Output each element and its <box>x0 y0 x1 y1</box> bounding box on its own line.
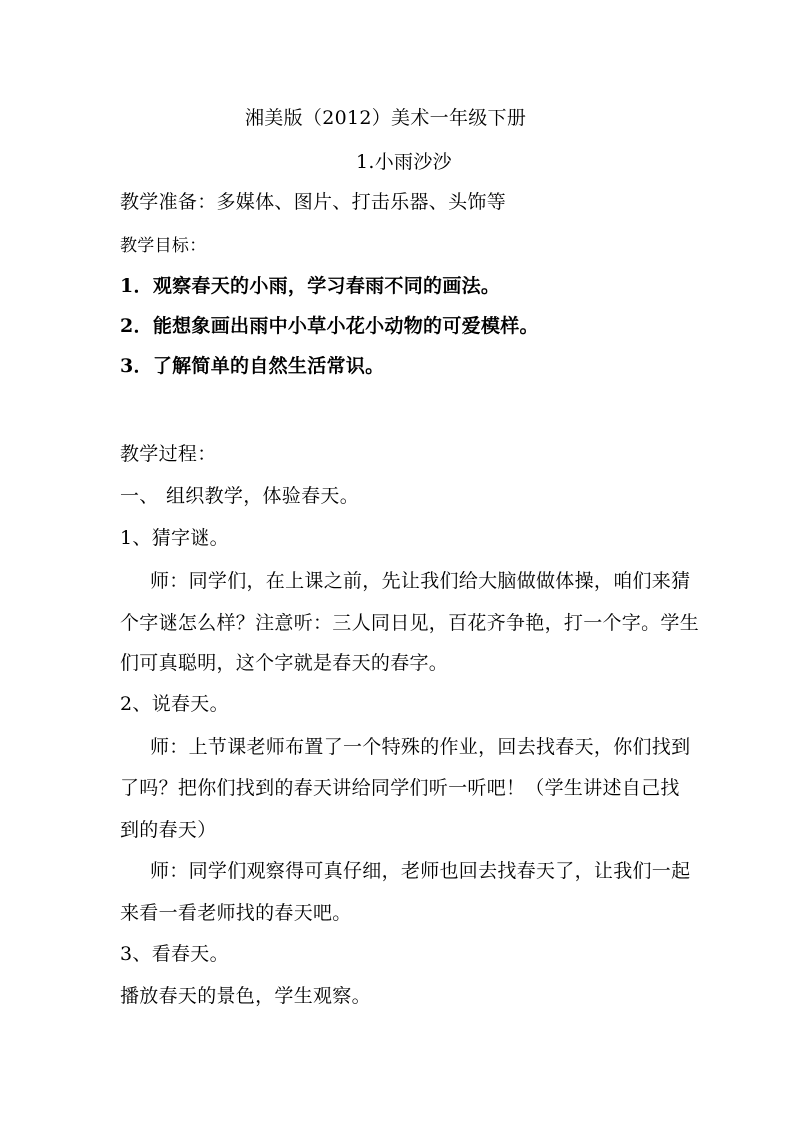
section-heading <box>120 484 359 508</box>
section-title: 组织教学，体验春天。 <box>166 485 360 507</box>
activity-item: 3、看春天。 <box>120 943 229 965</box>
paragraph-line: 师：同学们，在上课之前，先让我们给大脑做做体操，咱们来猜 <box>150 570 691 592</box>
goal-item: 1．观察春天的小雨，学习春雨不同的画法。 <box>120 275 501 297</box>
paragraph-line: 个字谜怎么样？注意听：三人同日见，百花齐争艳，打一个字。学生 <box>120 612 700 634</box>
paragraph-line: 了吗？把你们找到的春天讲给同学们听一听吧！（学生讲述自己找 <box>120 777 680 799</box>
process-heading: 教学过程： <box>120 443 217 465</box>
teaching-preparation: 教学准备：多媒体、图片、打击乐器、头饰等 <box>120 191 507 213</box>
goal-item: 2．能想象画出雨中小草小花小动物的可爱模样。 <box>120 315 539 337</box>
paragraph-line: 们可真聪明，这个字就是春天的春字。 <box>120 652 449 674</box>
section-number: 一、 <box>120 485 159 507</box>
paragraph-line: 来看一看老师找的春天吧。 <box>120 902 352 924</box>
document-title: 湘美版（2012）美术一年级下册 <box>245 107 527 129</box>
paragraph-line: 到的春天） <box>120 819 217 841</box>
paragraph-line: 师：同学们观察得可真仔细，老师也回去找春天了，让我们一起 <box>150 860 691 882</box>
paragraph-line: 播放春天的景色，学生观察。 <box>120 985 371 1007</box>
goals-heading: 教学目标： <box>120 236 207 256</box>
goal-item: 3．了解简单的自然生活常识。 <box>120 355 385 377</box>
paragraph-line: 师：上节课老师布置了一个特殊的作业，回去找春天，你们找到 <box>150 736 691 758</box>
lesson-title: 1.小雨沙沙 <box>356 151 452 173</box>
activity-item: 1、猜字谜。 <box>120 527 229 549</box>
activity-item: 2、说春天。 <box>120 693 229 715</box>
